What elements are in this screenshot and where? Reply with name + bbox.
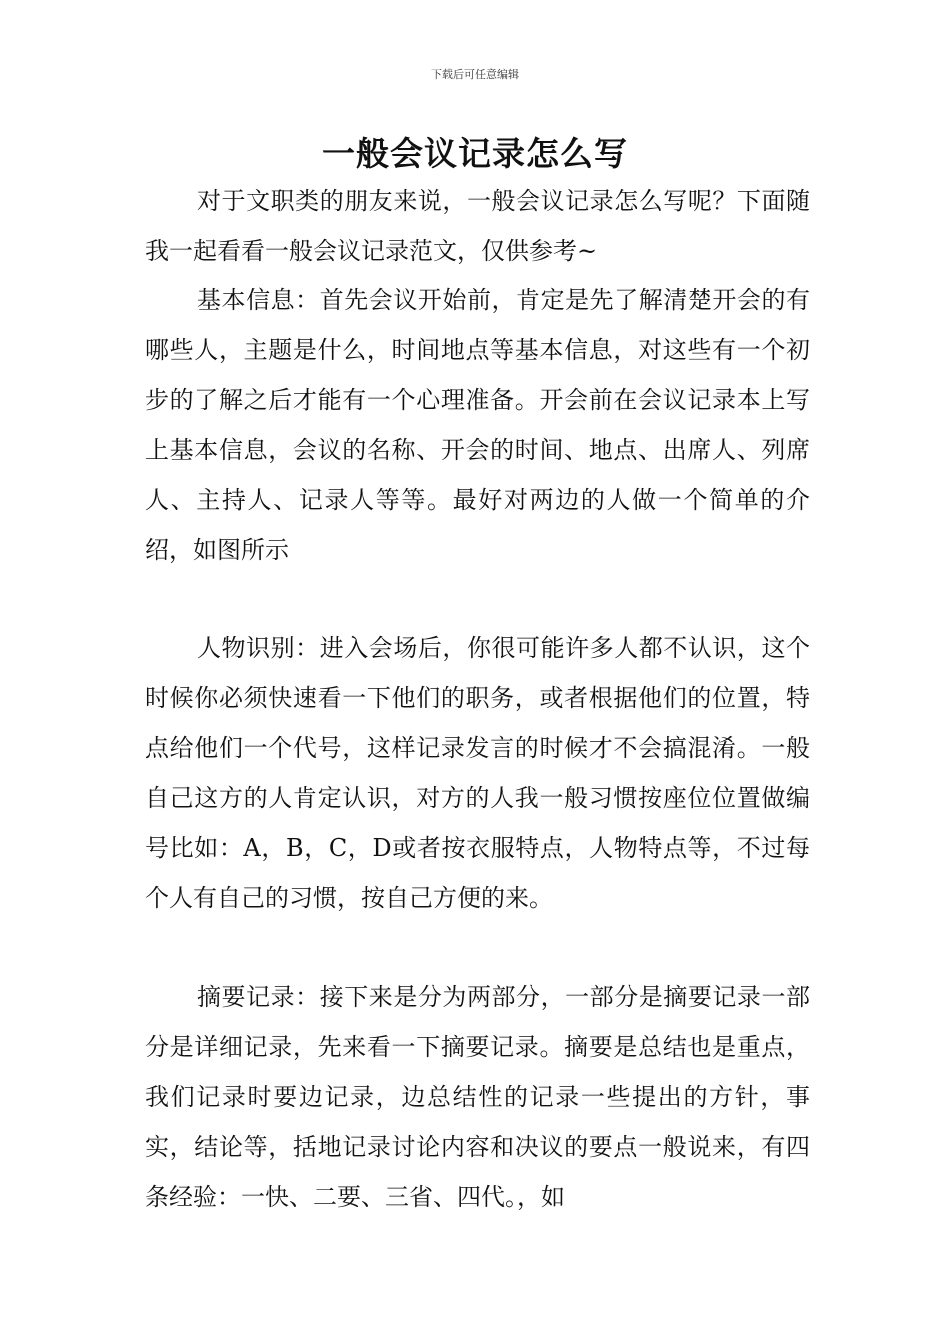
header-note: 下载后可任意编辑	[431, 68, 519, 81]
paragraph-person-identification: 人物识别：进入会场后，你很可能许多人都不认识，这个时候你必须快速看一下他们的职务，或者根据他们的位置，特点给他们一个代号，这样记录发言的时候才不会搞混淆。一般自己这方的人肯定认识，对方的人我一般习惯按座位位置做编号比如：A，B，C，D或者按衣服特点，人物特点等，不过每个人有自己的习惯，按自己方便的来。	[145, 634, 810, 912]
document-title: 一般会议记录怎么写	[322, 134, 628, 173]
paragraph-basic-info: 基本信息：首先会议开始前，肯定是先了解清楚开会的有哪些人，主题是什么，时间地点等基本信息，对这些有一个初步的了解之后才能有一个心理准备。开会前在会议记录本上写上基本信息，会议的名称、开会的时间、地点、出席人、列席人、主持人、记录人等等。最好对两边的人做一个简单的介绍，如图所示	[145, 286, 810, 564]
paragraph-summary-record: 摘要记录：接下来是分为两部分，一部分是摘要记录一部分是详细记录，先来看一下摘要记录。摘要是总结也是重点，我们记录时要边记录，边总结性的记录一些提出的方针，事实，结论等，括地记录讨论内容和决议的要点一般说来，有四条经验：一快、二要、三省、四代。，如	[145, 983, 810, 1211]
paragraph-intro: 对于文职类的朋友来说，一般会议记录怎么写呢？下面随我一起看看一般会议记录范文，仅供参考~	[145, 187, 810, 265]
